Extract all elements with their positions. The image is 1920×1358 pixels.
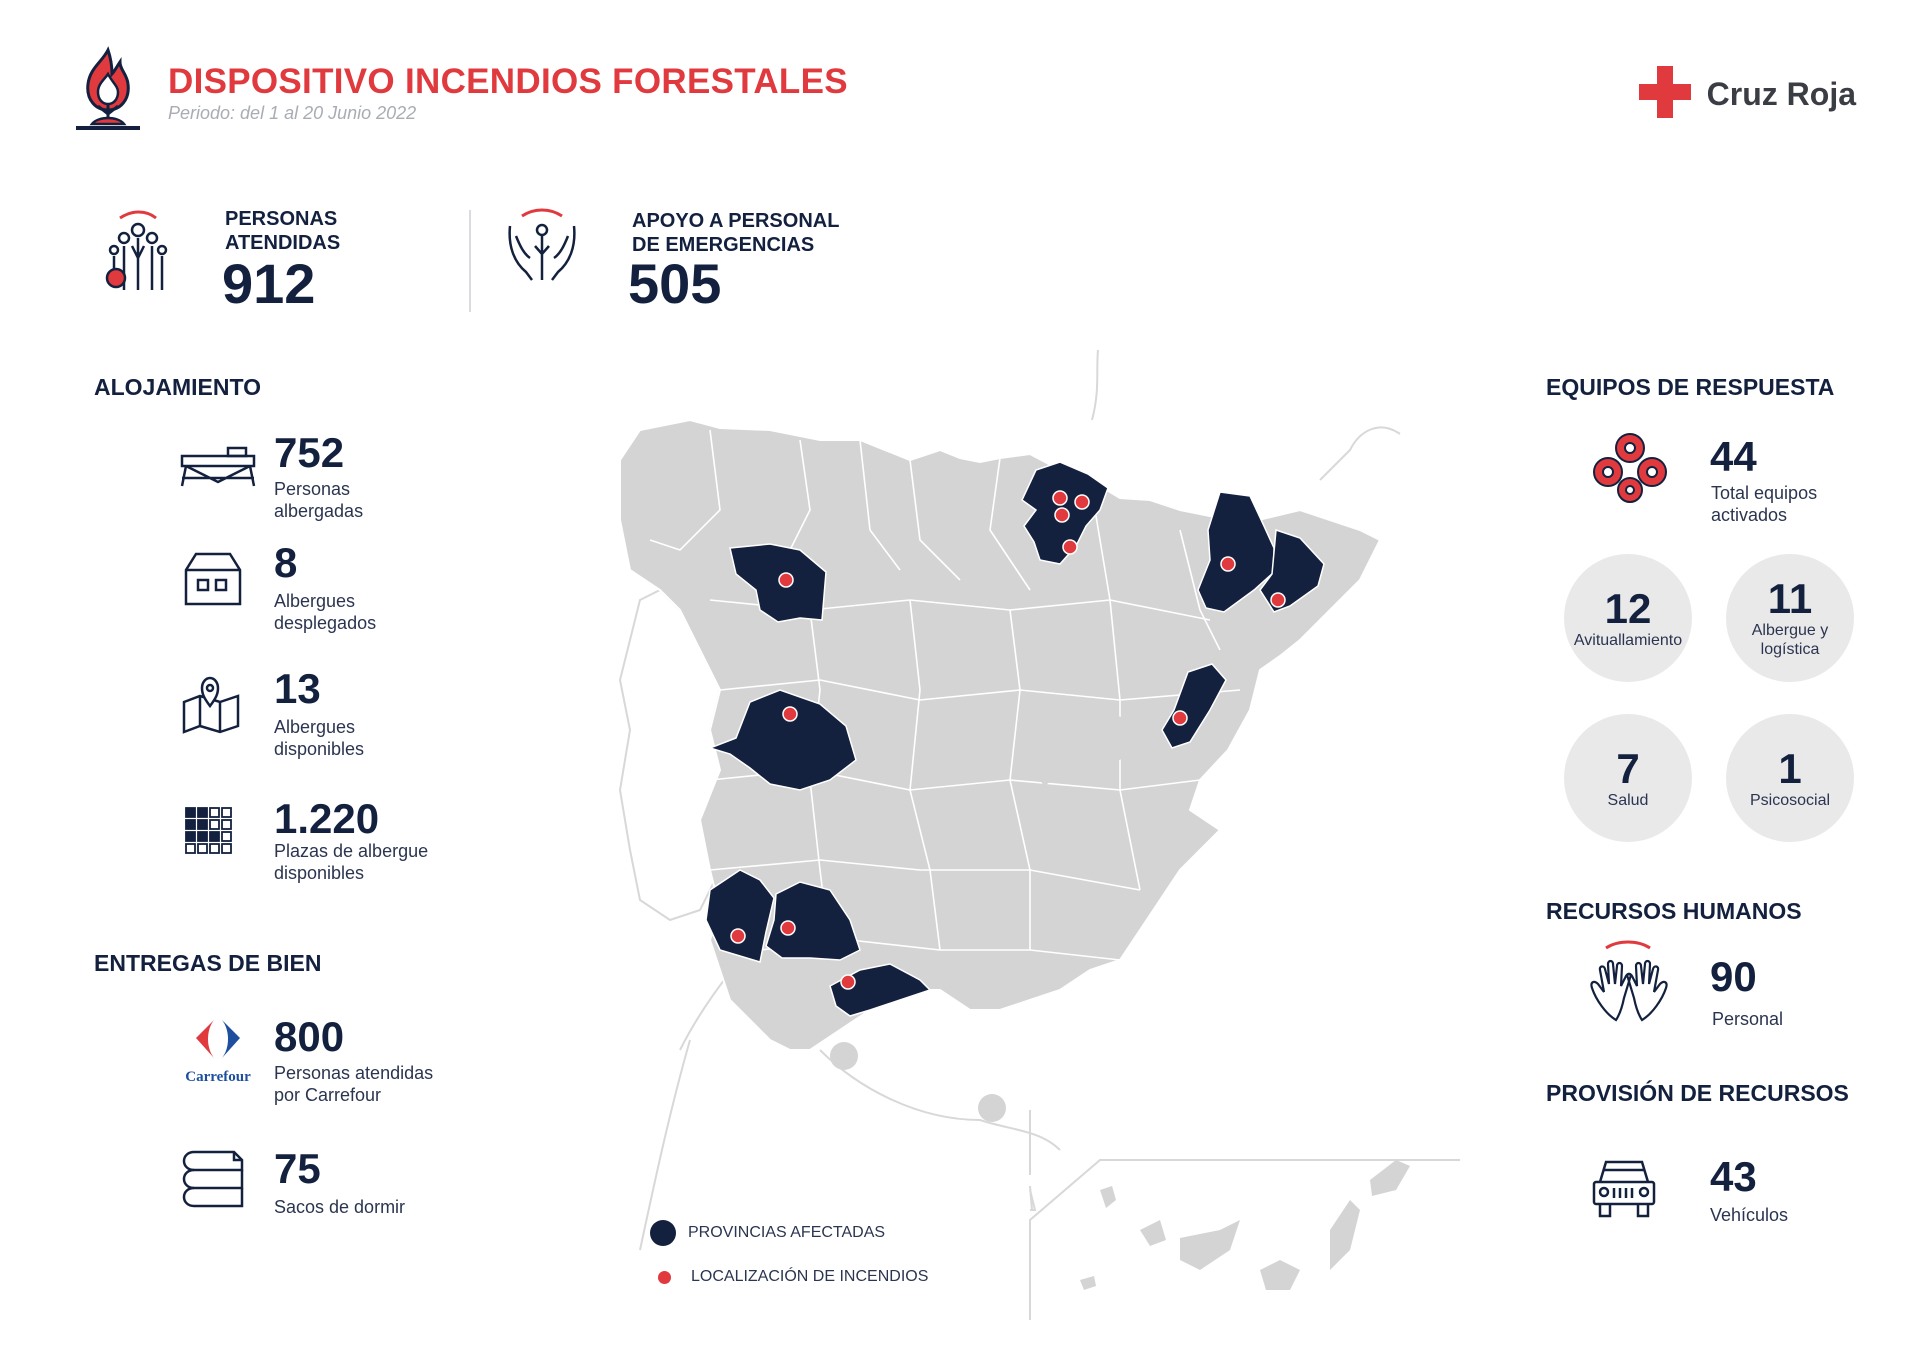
personal-value: 90 xyxy=(1710,953,1757,1000)
legend-fires xyxy=(656,1268,928,1286)
spain-map xyxy=(560,350,1460,1330)
team-circle-label: Psicosocial xyxy=(1749,791,1831,809)
alojamiento-value: 1.220 xyxy=(274,795,380,842)
people-group-icon xyxy=(98,206,178,292)
fire-location-marker xyxy=(1075,495,1089,509)
desc-line: Personas atendidas xyxy=(274,1063,434,1083)
stat-label-line: APOYO A PERSONAL xyxy=(632,210,840,232)
gears-icon xyxy=(1590,430,1670,506)
grid-icon xyxy=(184,806,240,858)
fire-location-marker xyxy=(1053,491,1067,505)
desc-line: Personas xyxy=(274,479,351,499)
page-title: DISPOSITIVO INCENDIOS FORESTALES xyxy=(168,62,848,101)
stat-label-line: DE EMERGENCIAS xyxy=(632,234,815,256)
spain-mainland xyxy=(620,420,1380,1050)
desc-line: disponibles xyxy=(274,739,365,759)
alojamiento-desc xyxy=(274,478,363,522)
stat-label xyxy=(632,209,839,257)
legend-label: PROVINCIAS AFECTADAS xyxy=(688,1224,886,1241)
brand-name: Cruz Roja xyxy=(1706,76,1856,112)
entregas-value: 75 xyxy=(274,1145,321,1192)
emergency-support-value: 505 xyxy=(628,252,722,315)
vehicles-label: Vehículos xyxy=(1710,1205,1789,1225)
fire-location-marker xyxy=(1063,540,1077,554)
personal-label: Personal xyxy=(1712,1009,1784,1029)
fire-location-marker xyxy=(841,975,855,989)
section-title-provision: PROVISIÓN DE RECURSOS xyxy=(1546,1080,1849,1106)
entregas-value: 800 xyxy=(274,1013,345,1060)
fire-logo-icon xyxy=(72,44,144,136)
legend-navy-dot xyxy=(650,1220,676,1246)
fire-location-marker xyxy=(1173,711,1187,725)
alojamiento-value: 8 xyxy=(274,539,298,586)
team-circle-label: Albergue y logística xyxy=(1751,622,1829,658)
section-title-entregas: ENTREGAS DE BIEN xyxy=(94,950,322,976)
desc-line: por Carrefour xyxy=(274,1085,382,1105)
entregas-desc: Sacos de dormir xyxy=(274,1197,406,1217)
legend-provinces xyxy=(650,1220,885,1246)
raised-hands-icon xyxy=(1586,940,1672,1024)
bed-icon xyxy=(178,444,258,488)
fire-location-marker xyxy=(1221,557,1235,571)
alojamiento-value: 752 xyxy=(274,429,345,476)
desc-line: Albergues xyxy=(274,591,356,611)
team-circle-label: Avituallamiento xyxy=(1573,631,1683,649)
desc-line: disponibles xyxy=(274,863,365,883)
team-circle-albergue xyxy=(1726,554,1854,682)
team-circle-avituallamiento xyxy=(1564,554,1692,682)
desc-line: activados xyxy=(1711,505,1788,525)
stat-label-line: PERSONAS xyxy=(225,208,338,230)
persons-attended-value: 912 xyxy=(222,252,316,315)
entregas-desc xyxy=(274,1062,433,1106)
desc-line: albergadas xyxy=(274,501,364,521)
legend-label: LOCALIZACIÓN DE INCENDIOS xyxy=(691,1268,929,1285)
stat-label-line: ATENDIDAS xyxy=(225,232,341,254)
fire-location-marker xyxy=(779,573,793,587)
desc-line: desplegados xyxy=(274,613,377,633)
fire-location-marker xyxy=(783,707,797,721)
team-circle-value: 11 xyxy=(1767,575,1813,622)
team-circle-label: Salud xyxy=(1607,791,1649,809)
section-title-alojamiento: ALOJAMIENTO xyxy=(94,374,261,400)
fire-location-marker xyxy=(781,921,795,935)
section-title-recursos-humanos: RECURSOS HUMANOS xyxy=(1546,898,1802,924)
equipos-total-desc xyxy=(1711,482,1817,526)
alojamiento-desc xyxy=(274,590,376,634)
fire-location-marker xyxy=(731,929,745,943)
carrefour-logo xyxy=(178,1018,258,1084)
alojamiento-desc xyxy=(274,840,428,884)
divider xyxy=(469,210,471,312)
house-icon xyxy=(182,548,244,608)
legend-red-dot xyxy=(658,1271,671,1284)
desc-line: Plazas de albergue xyxy=(274,841,429,861)
equipos-total-value: 44 xyxy=(1710,433,1757,480)
section-title-equipos: EQUIPOS DE RESPUESTA xyxy=(1546,374,1835,400)
vehicles-value: 43 xyxy=(1710,1153,1757,1200)
team-circle-value: 1 xyxy=(1778,744,1802,792)
team-circle-salud xyxy=(1564,714,1692,842)
fire-location-marker xyxy=(1271,593,1285,607)
team-circle-value: 7 xyxy=(1616,744,1640,792)
team-circle-psicosocial xyxy=(1726,714,1854,842)
brand xyxy=(1639,66,1856,123)
alojamiento-value: 13 xyxy=(274,665,321,712)
vehicle-icon xyxy=(1590,1158,1658,1220)
fire-location-marker xyxy=(1055,508,1069,522)
sleeping-bag-icon xyxy=(180,1148,248,1208)
supporting-hands-icon xyxy=(502,206,582,286)
desc-line: Albergues xyxy=(274,717,356,737)
desc-line: Total equipos xyxy=(1711,483,1818,503)
team-circle-value: 12 xyxy=(1604,584,1652,632)
map-pin-icon xyxy=(182,676,240,734)
carrefour-logo-text: Carrefour xyxy=(185,1069,251,1085)
alojamiento-desc xyxy=(274,716,364,760)
red-cross-icon xyxy=(1639,66,1691,123)
period-subtitle: Periodo: del 1 al 20 Junio 2022 xyxy=(168,103,417,123)
stat-label xyxy=(225,207,340,255)
